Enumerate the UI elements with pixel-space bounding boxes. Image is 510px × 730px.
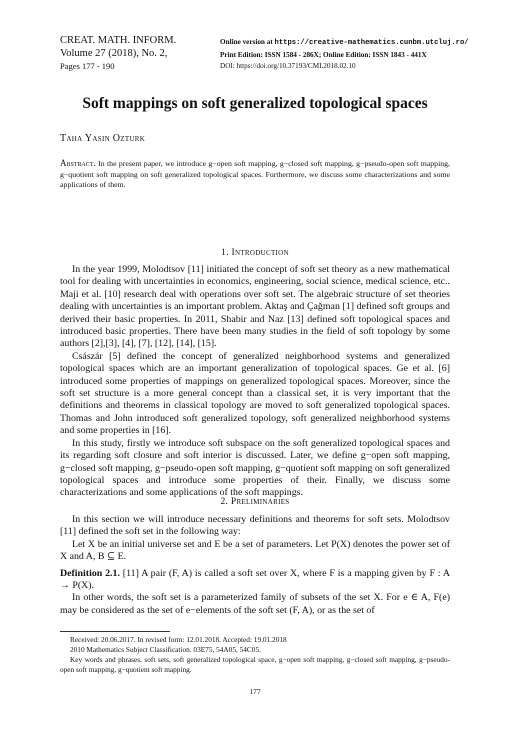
footnote-divider — [60, 631, 170, 632]
received-dates: Received: 20.06.2017. In revised form: 12.01.2018. Accepted: 19.01.2018 — [70, 635, 287, 644]
journal-info — [60, 34, 176, 73]
keywords: Key words and phrases. soft sets, soft generalized topological space, g−open soft mapping, g−closed soft mapping, g−pseudo-open soft mapping, g−quotient soft mapping. — [60, 655, 450, 674]
definition-text: [11] A pair (F, A) is called a soft set over X, where F is a mapping given by F : A → P(X). — [60, 567, 451, 592]
abstract-text: In the present paper, we introduce g−open soft mapping, g−closed soft mapping, g−pseudo-open soft mapping, g−quotient soft mapping on soft generalized topological spaces. Furthermore, we discuss some characterizations and some applications of them. — [60, 159, 450, 189]
doi-line[interactable]: DOI: https://doi.org/10.37193/CMI.2018.02.10 — [220, 62, 356, 70]
paragraph: Let X be an initial universe set and E be a set of parameters. Let P(X) denotes the power set of X and A, B ⊆ E. — [60, 538, 450, 563]
online-version: Online version at https://creative-mathematics.cunbm.utcluj.ro/ — [220, 38, 469, 47]
introduction-heading: 1. Introduction — [221, 248, 289, 258]
definition — [60, 568, 450, 593]
online-url-link[interactable]: https://creative-mathematics.cunbm.utcluj.ro/ — [274, 39, 469, 47]
abstract — [60, 158, 450, 191]
preliminaries-body — [60, 514, 450, 617]
author-name: Taha Yasin Ozturk — [60, 133, 146, 144]
journal-pages: Pages 177 - 190 — [60, 61, 115, 71]
journal-name: CREAT. MATH. INFORM. — [60, 35, 177, 46]
introduction-body — [60, 264, 450, 500]
preliminaries-heading: 2. Preliminaries — [220, 497, 290, 507]
paragraph: In the year 1999, Molodtsov [11] initiated the concept of soft set theory as a new mathematical tool for dealing with uncertainties in economics, engineering, social science, medical science, etc.. Maji et al. [10] research deal with operations over soft set. The algebraic structure of set theories dealing with uncertainties is an important problem. Aktaş and Çağman [1] defined soft groups and derived their basic properties. In 2011, Shabir and Naz [13] defined soft topological spaces and introduced basic properties. There have been many studies in the field of soft topology by some authors [2],[3], [4], [7], [12], [14], [15]. — [60, 264, 450, 350]
paper-title: Soft mappings on soft generalized topological spaces — [82, 95, 428, 112]
footnotes — [60, 635, 450, 675]
page-number: 177 — [249, 687, 261, 696]
definition-label: Definition 2.1. — [60, 567, 120, 579]
paragraph: In other words, the soft set is a parameterized family of subsets of the set X. For e ∈ A, F(e) may be considered as the set of e−elements of the soft set (F, A), or as the set of — [60, 592, 450, 616]
journal-volume: Volume 27 (2018), No. 2, — [60, 48, 168, 59]
paragraph: In this study, firstly we introduce soft subspace on the soft generalized topological spaces and its regarding soft closure and soft interior is discussed. Later, we define g−open soft mapping, g−closed soft mapping, g−pseudo-open soft mapping, g−quotient soft mapping on soft generalized topological spaces and introduce some properties of their. Finally, we discuss some characterizations and some applications of the soft mappings. — [60, 437, 450, 499]
abstract-label: Abstract. — [60, 158, 96, 168]
paragraph: In this section we will introduce necessary definitions and theorems for soft sets. Molodtsov [11] defined the soft set in the following way: — [60, 514, 450, 538]
paragraph: Császár [5] defined the concept of generalized neighborhood systems and generalized topological spaces which are an important generalization of topological spaces. Ge et al. [6] introduced some properties of mappings on generalized topological spaces. Moreover, since the soft set structure is a more general concept than a classical set, it is very important that the definitions and theorems in classical topology are moved to soft generalized topological spaces. Thomas and John introduced soft generalized topology, soft generalized neighborhood systems and some properties in [16]. — [60, 350, 450, 437]
publication-info — [220, 37, 469, 73]
issn-line: Print Edition: ISSN 1584 - 286X; Online Edition: ISSN 1843 - 441X — [220, 50, 427, 59]
msc-classification: 2010 Mathematics Subject Classification. 03E75, 54A05, 54C05. — [70, 645, 261, 654]
